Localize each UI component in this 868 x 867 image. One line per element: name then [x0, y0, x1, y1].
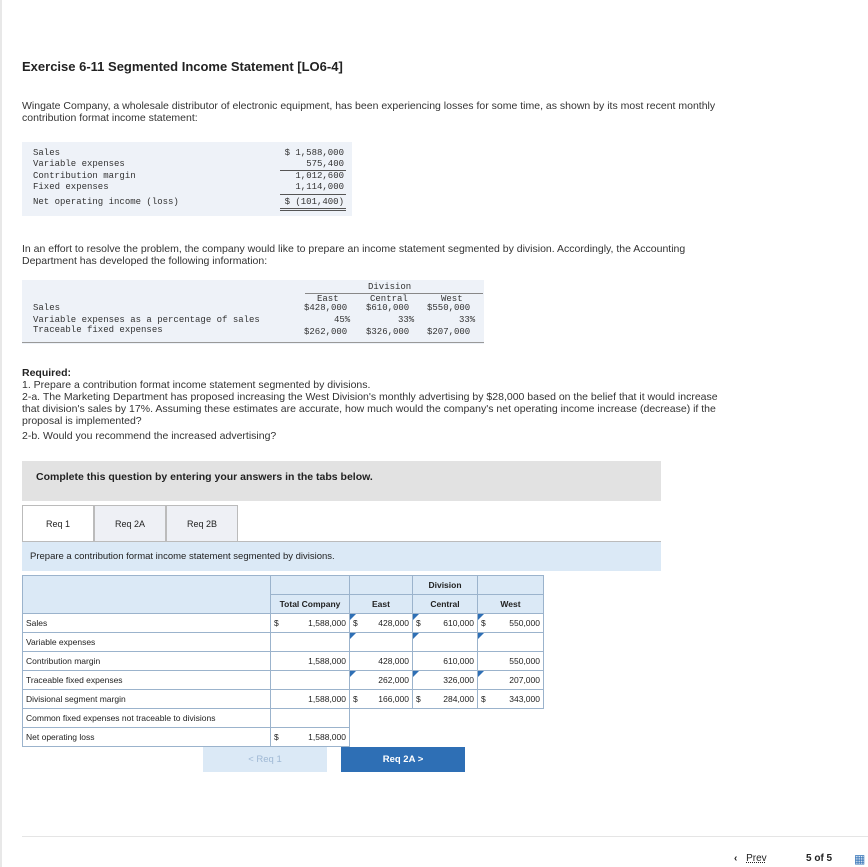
chevron-left-icon: ‹	[734, 853, 738, 864]
row-label: Sales	[33, 303, 61, 313]
total-segment-cell[interactable]: 1,588,000	[271, 690, 350, 709]
row-label-variable-expenses: Variable expenses	[23, 633, 271, 652]
dollar-sign: $	[416, 694, 421, 704]
row-label-traceable-fixed: Traceable fixed expenses	[23, 671, 271, 690]
cell-value: 33%	[398, 315, 415, 325]
total-sales-value: 1,588,000	[308, 618, 346, 628]
empty-area	[350, 728, 544, 747]
income-label: Variable expenses	[33, 159, 125, 169]
answer-grid	[22, 575, 544, 747]
east-sales-value: 428,000	[378, 618, 409, 628]
dollar-sign: $	[416, 618, 421, 628]
prev-page-label: Prev	[746, 853, 767, 864]
cell-value: $428,000	[304, 303, 348, 313]
header-east: East	[350, 595, 413, 614]
division-info-box	[22, 280, 484, 344]
required-item-2a: 2-a. The Marketing Department has proposed increasing the West Division's monthly advertising by $28,000 based on the belief that it would increase that division's sales by 17%. Assuming these estimates are accurate, how much would the company's net operating income increase (decrease) if the proposal is implemented?	[22, 391, 718, 427]
underline	[280, 170, 346, 171]
cell-value: 45%	[334, 315, 351, 325]
dollar-sign: $	[274, 732, 279, 742]
page-position: 5 of 5	[806, 853, 833, 864]
west-sales-value: 550,000	[509, 618, 540, 628]
dollar-sign: $	[353, 694, 358, 704]
income-value: 1,012,600	[295, 171, 344, 181]
income-value: 575,400	[306, 159, 344, 169]
central-cm-cell[interactable]: 610,000	[413, 652, 478, 671]
west-segment-cell[interactable]	[478, 690, 544, 709]
complete-banner	[22, 461, 661, 501]
page-title: Exercise 6-11 Segmented Income Statement [LO6-4]	[22, 59, 343, 74]
central-segment-value: 284,000	[443, 694, 474, 704]
col-west: West	[441, 294, 463, 304]
header-central: Central	[413, 595, 478, 614]
total-variable-cell[interactable]	[271, 633, 350, 652]
intro-text: Wingate Company, a wholesale distributor of electronic equipment, has been experiencing losses for some time, as shown by its most recent monthly contribution format income statement:	[22, 100, 716, 124]
grid-blank	[271, 576, 350, 595]
required-item-2b: 2-b. Would you recommend the increased advertising?	[22, 430, 277, 442]
complete-text: Complete this question by entering your answers in the tabs below.	[36, 471, 373, 483]
row-label: Traceable fixed expenses	[33, 325, 163, 335]
income-statement-box	[22, 142, 352, 216]
division-header: Division	[413, 576, 478, 595]
cell-value: $326,000	[366, 327, 410, 337]
dollar-sign: $	[274, 618, 279, 628]
income-label: Sales	[33, 148, 61, 158]
row-label-contribution-margin: Contribution margin	[23, 652, 271, 671]
central-variable-input[interactable]	[413, 633, 478, 652]
cell-value: $610,000	[366, 303, 410, 313]
instruction-text: Prepare a contribution format income statement segmented by divisions.	[30, 551, 335, 562]
underline	[280, 194, 346, 195]
dollar-sign: $	[481, 618, 486, 628]
west-cm-cell[interactable]: 550,000	[478, 652, 544, 671]
tab-req-2b[interactable]: Req 2B	[166, 505, 238, 542]
col-central: Central	[370, 294, 408, 304]
east-variable-input[interactable]	[350, 633, 413, 652]
prev-req-button[interactable]: < Req 1	[203, 747, 327, 772]
central-sales-input[interactable]	[413, 614, 478, 633]
row-label-sales: Sales	[23, 614, 271, 633]
income-label: Contribution margin	[33, 171, 136, 181]
east-segment-cell[interactable]	[350, 690, 413, 709]
income-label: Fixed expenses	[33, 182, 109, 192]
west-variable-input[interactable]	[478, 633, 544, 652]
footer-divider	[22, 836, 868, 837]
east-traceable-input[interactable]: 262,000	[350, 671, 413, 690]
tab-req-1[interactable]: Req 1	[22, 505, 94, 542]
cell-value: 33%	[459, 315, 476, 325]
west-sales-input[interactable]	[478, 614, 544, 633]
total-traceable-cell[interactable]	[271, 671, 350, 690]
dollar-sign: $	[353, 618, 358, 628]
box-bottom-rule	[22, 342, 484, 343]
west-traceable-input[interactable]: 207,000	[478, 671, 544, 690]
grid-corner	[23, 576, 271, 614]
cell-value: $207,000	[427, 327, 471, 337]
income-label: Net operating income (loss)	[33, 197, 179, 207]
grid-blank	[350, 576, 413, 595]
row-label-segment-margin: Divisional segment margin	[23, 690, 271, 709]
prev-page-link[interactable]	[734, 853, 767, 864]
empty-area	[350, 709, 544, 728]
effort-text: In an effort to resolve the problem, the company would like to prepare an income statement segmented by division. Accordingly, the Accounting Department has developed the following information:	[22, 243, 686, 267]
central-segment-cell[interactable]	[413, 690, 478, 709]
income-value: 1,114,000	[295, 182, 344, 192]
total-sales-cell[interactable]	[271, 614, 350, 633]
required-heading: Required:	[22, 367, 72, 379]
east-cm-cell[interactable]: 428,000	[350, 652, 413, 671]
required-item-1: 1. Prepare a contribution format income statement segmented by divisions.	[22, 379, 371, 391]
next-req-button[interactable]: Req 2A >	[341, 747, 465, 772]
header-total-company: Total Company	[271, 595, 350, 614]
total-common-fixed-input[interactable]	[271, 709, 350, 728]
cell-value: $550,000	[427, 303, 471, 313]
west-segment-value: 343,000	[509, 694, 540, 704]
division-group-label: Division	[368, 282, 412, 292]
header-west: West	[478, 595, 544, 614]
col-east: East	[317, 294, 339, 304]
central-sales-value: 610,000	[443, 618, 474, 628]
double-underline	[280, 208, 346, 209]
row-label-common-fixed: Common fixed expenses not traceable to divisions	[23, 709, 271, 728]
double-underline	[280, 210, 346, 211]
row-label: Variable expenses as a percentage of sales	[33, 315, 260, 325]
cell-value: $262,000	[304, 327, 348, 337]
dollar-sign: $	[481, 694, 486, 704]
east-sales-input[interactable]	[350, 614, 413, 633]
east-segment-value: 166,000	[378, 694, 409, 704]
central-traceable-input[interactable]: 326,000	[413, 671, 478, 690]
total-cm-cell[interactable]: 1,588,000	[271, 652, 350, 671]
grid-blank	[478, 576, 544, 595]
total-noi-cell[interactable]	[271, 728, 350, 747]
tab-req-2a[interactable]: Req 2A	[94, 505, 166, 542]
row-label-net-operating-loss: Net operating loss	[23, 728, 271, 747]
grid-menu-icon[interactable]: ▦	[854, 852, 866, 866]
left-border	[0, 0, 2, 867]
instruction-bar	[22, 541, 661, 571]
income-value: $ 1,588,000	[284, 148, 344, 158]
income-value: $ (101,400)	[284, 197, 344, 207]
total-noi-value: 1,588,000	[308, 732, 346, 742]
